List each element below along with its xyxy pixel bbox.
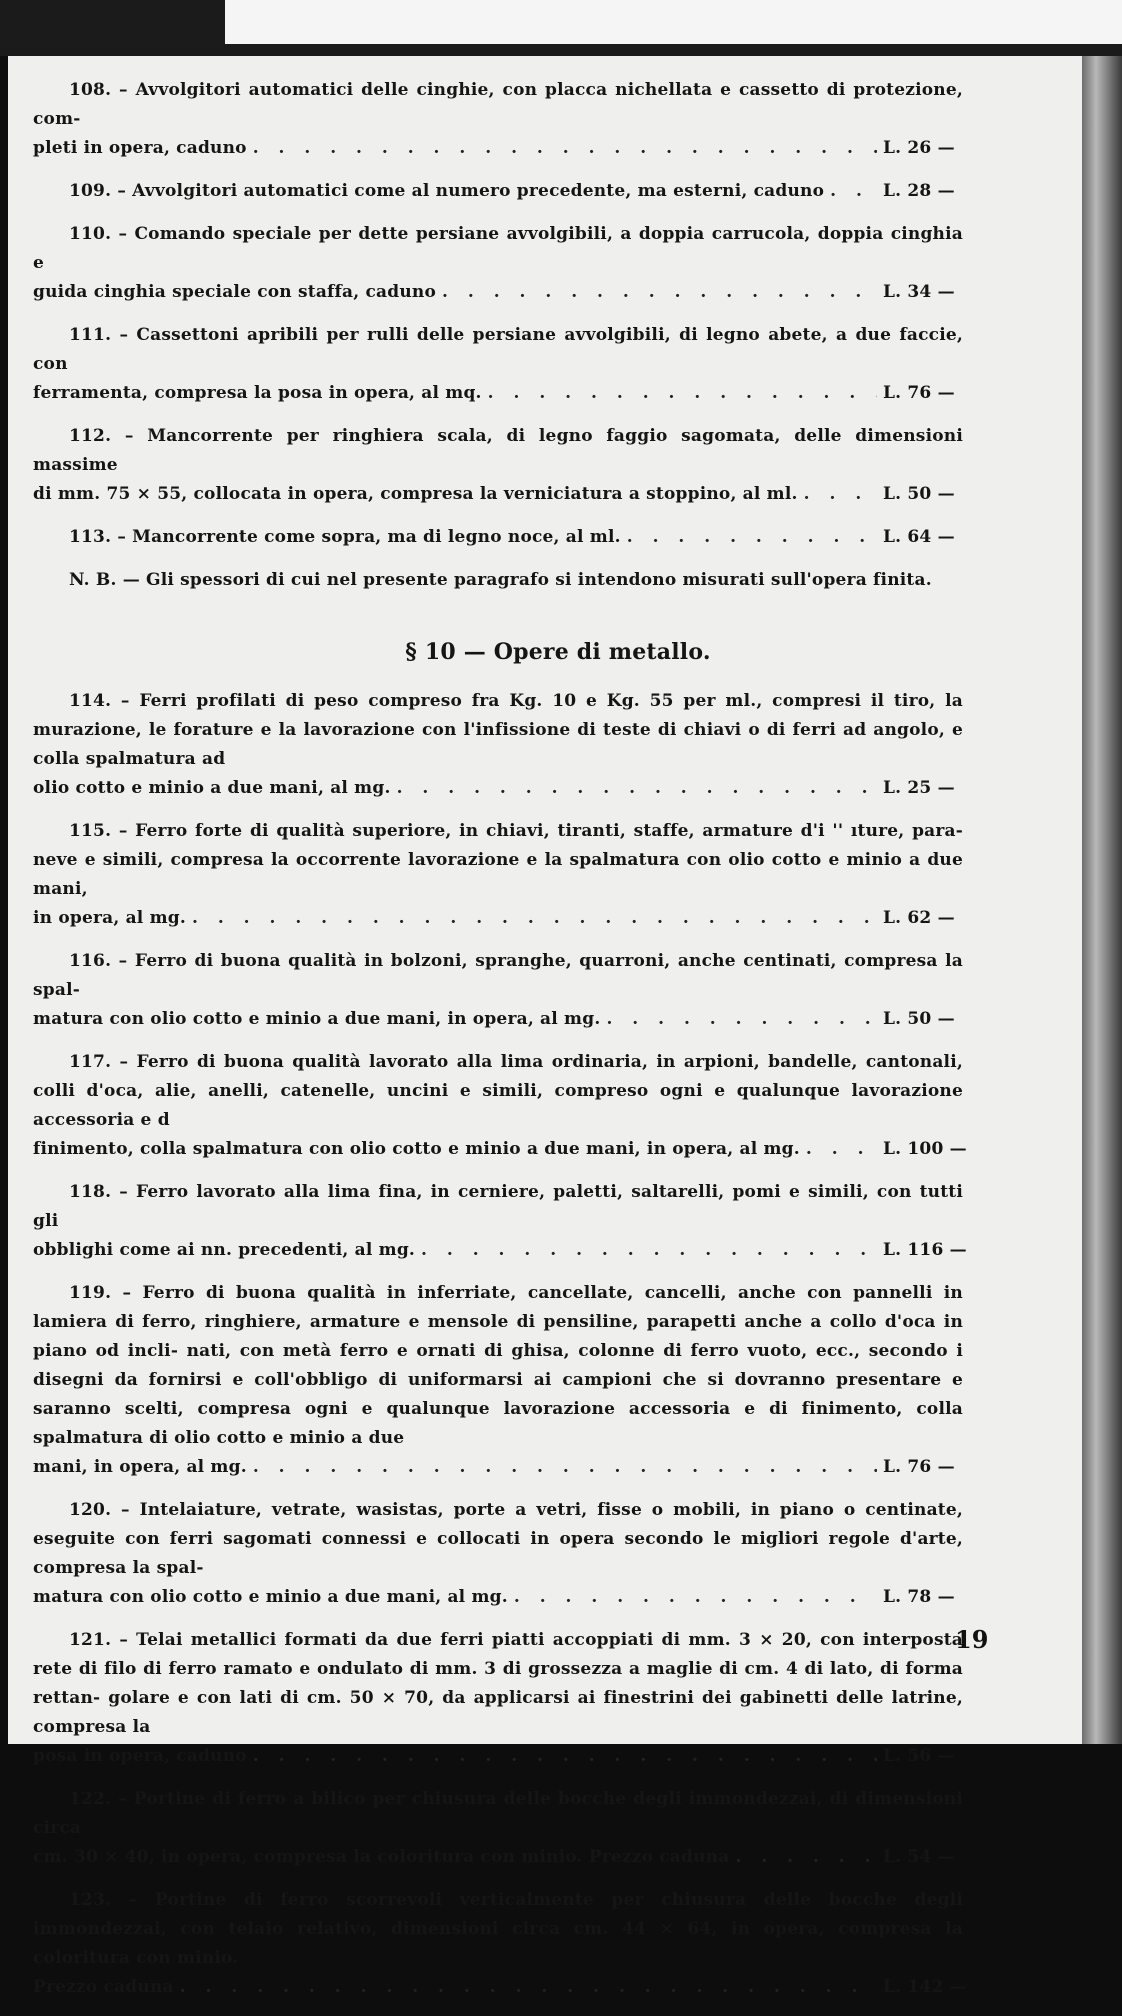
item-price: L. 76 — xyxy=(883,1457,955,1477)
dot-leader xyxy=(830,177,877,206)
item-description: 108. – Avvolgitori automatici delle cinghie, con placca nichellata e cassetto di protezione, com- xyxy=(33,80,963,129)
item-description: 122. – Portine di ferro a bilico per chiusura delle bocche degli immondezzai, di dimensioni circa xyxy=(33,1789,963,1838)
dot-leader xyxy=(735,1843,877,1872)
item-price: L. 54 — xyxy=(883,1847,955,1867)
item-price-line xyxy=(33,134,963,163)
item-price: L. 142 — xyxy=(883,1977,967,1997)
item-price-line xyxy=(33,904,963,933)
item-price: L. 56 — xyxy=(883,1746,955,1766)
item-price-line xyxy=(33,177,963,206)
item-last-line: Prezzo caduna xyxy=(33,1977,174,1997)
item-last-line: 113. – Mancorrente come sopra, ma di legno noce, al ml. xyxy=(69,527,621,547)
items-group-wood xyxy=(33,76,963,552)
price-item xyxy=(33,687,963,803)
item-last-line: posa in opera, caduno xyxy=(33,1746,247,1766)
price-item xyxy=(33,76,963,163)
item-description: 119. – Ferro di buona qualità in inferriate, cancellate, cancelli, anche con pannelli in lamiera di ferro, ringhiere, armature e mensole di pensiline, parapetti anche a collo d'oca in piano od incli- nati, con metà ferro e ornati di ghisa, colonne di ferro vuoto, ecc., secondo i disegni da fornirsi e coll'obbligo di uniformarsi ai campioni che si dovranno presentare e saranno scelti, compresa ogni e qualunque lavorazione accessoria e di finimento, colla spalmatura di olio cotto e minio a due xyxy=(33,1283,963,1448)
price-item xyxy=(33,220,963,307)
item-price-line xyxy=(33,480,963,509)
nota-bene: N. B. — Gli spessori di cui nel presente paragrafo si intendono misurati sull'opera finita. xyxy=(69,570,932,590)
item-description: 111. – Cassettoni apribili per rulli delle persiane avvolgibili, di legno abete, a due faccie, con xyxy=(33,325,963,374)
price-item xyxy=(33,321,963,408)
dot-leader xyxy=(397,774,877,803)
item-price-line xyxy=(33,1973,967,2002)
price-item xyxy=(33,1048,967,1164)
item-price-line xyxy=(33,1742,963,1771)
item-price: L. 26 — xyxy=(883,138,955,158)
dot-leader xyxy=(253,1453,877,1482)
item-price: L. 62 — xyxy=(883,908,955,928)
item-description: 110. – Comando speciale per dette persiane avvolgibili, a doppia carrucola, doppia cinghia e xyxy=(33,224,963,273)
item-price: L. 28 — xyxy=(883,181,955,201)
item-price-line xyxy=(33,1583,963,1612)
dot-leader xyxy=(253,134,877,163)
item-price-line xyxy=(33,1236,967,1265)
item-last-line: obblighi come ai nn. precedenti, al mg. xyxy=(33,1240,416,1260)
price-item xyxy=(33,177,963,206)
price-list xyxy=(33,76,967,2016)
item-description: 120. – Intelaiature, vetrate, wasistas, porte a vetri, fisse o mobili, in piano o centinate, eseguite con ferri sagomati connessi e collocati in opera secondo le migliori regole d'arte, compresa la spal- xyxy=(33,1500,963,1578)
item-last-line: 109. – Avvolgitori automatici come al numero precedente, ma esterni, caduno xyxy=(69,181,825,201)
dot-leader xyxy=(180,1973,877,2002)
item-last-line: di mm. 75 × 55, collocata in opera, compresa la verniciatura a stoppino, al ml. xyxy=(33,484,798,504)
price-item xyxy=(33,1886,967,2002)
dot-leader xyxy=(442,278,877,307)
item-description: 112. – Mancorrente per ringhiera scala, di legno faggio sagomata, delle dimensioni massime xyxy=(33,426,963,475)
item-price: L. 116 — xyxy=(883,1240,967,1260)
dot-leader xyxy=(421,1236,877,1265)
price-item xyxy=(33,1178,967,1265)
item-last-line: matura con olio cotto e minio a due mani, in opera, al mg. xyxy=(33,1009,601,1029)
item-last-line: ferramenta, compresa la posa in opera, al mq. xyxy=(33,383,482,403)
item-price: L. 64 — xyxy=(883,527,955,547)
item-description: 115. – Ferro forte di qualità superiore, in chiavi, tiranti, staffe, armature d'i '' ıture, para- neve e simili, compresa la occorrente lavorazione e la spalmatura con olio cotto e minio a due mani, xyxy=(33,821,963,899)
item-last-line: in opera, al mg. xyxy=(33,908,186,928)
item-description: 123. – Portine di ferro scorrevoli verticalmente per chiusura delle bocche degli immondezzai, con telaio relativo, dimensioni circa cm. 44 × 64, in opera, compresa la coloritura con minio. xyxy=(33,1890,963,1968)
page-number: 19 xyxy=(955,1625,989,1654)
dot-leader xyxy=(606,1005,877,1034)
price-item xyxy=(33,523,963,552)
item-price-line xyxy=(33,774,963,803)
item-price: L. 76 — xyxy=(883,383,955,403)
section-title: § 10 — Opere di metallo. xyxy=(405,639,711,665)
dot-leader xyxy=(253,1742,877,1771)
item-last-line: olio cotto e minio a due mani, al mg. xyxy=(33,778,391,798)
item-description: 118. – Ferro lavorato alla lima fina, in cerniere, paletti, saltarelli, pomi e simili, con tutti gli xyxy=(33,1182,963,1231)
dot-leader xyxy=(192,904,877,933)
item-description: 117. – Ferro di buona qualità lavorato alla lima ordinaria, in arpioni, bandelle, cantonali, colli d'oca, alie, anelli, catenelle, uncini e simili, compreso ogni e qualunque lavorazione accessoria e d xyxy=(33,1052,963,1130)
items-group-metal xyxy=(33,687,967,2002)
price-item xyxy=(33,947,963,1034)
item-description: 121. – Telai metallici formati da due ferri piatti accoppiati di mm. 3 × 20, con interposta rete di filo di ferro ramato e ondulato di mm. 3 di grossezza a maglie di cm. 4 di lato, di forma rettan- golare e con lati di cm. 50 × 70, da applicarsi ai finestrini dei gabinetti delle latrine, compresa la xyxy=(33,1630,963,1737)
item-last-line: guida cinghia speciale con staffa, caduno xyxy=(33,282,437,302)
item-price-line xyxy=(33,1843,963,1872)
dot-leader xyxy=(806,1135,877,1164)
item-description: 114. – Ferri profilati di peso compreso fra Kg. 10 e Kg. 55 per ml., compresi il tiro, la murazione, le forature e la lavorazione con l'infissione di teste di chiavi o di ferri ad angolo, e colla spalmatura ad xyxy=(33,691,963,769)
item-price-line xyxy=(33,1453,963,1482)
price-item xyxy=(33,1496,963,1612)
item-price: L. 25 — xyxy=(883,778,955,798)
item-price-line xyxy=(33,1135,967,1164)
price-item xyxy=(33,1785,963,1872)
price-item xyxy=(33,1626,963,1771)
dot-leader xyxy=(627,523,877,552)
item-price: L. 50 — xyxy=(883,484,955,504)
item-price: L. 34 — xyxy=(883,282,955,302)
dot-leader xyxy=(514,1583,877,1612)
price-item xyxy=(33,422,963,509)
section-heading xyxy=(33,635,963,669)
item-last-line: finimento, colla spalmatura con olio cotto e minio a due mani, in opera, al mg. xyxy=(33,1139,800,1159)
item-price: L. 78 — xyxy=(883,1587,955,1607)
dot-leader xyxy=(488,379,877,408)
item-last-line: matura con olio cotto e minio a due mani, al mg. xyxy=(33,1587,508,1607)
item-price-line xyxy=(33,523,963,552)
item-price-line xyxy=(33,278,963,307)
item-price-line xyxy=(33,1005,963,1034)
item-description: 116. – Ferro di buona qualità in bolzoni, spranghe, quarroni, anche centinati, compresa la spal- xyxy=(33,951,963,1000)
price-item xyxy=(33,1279,963,1482)
dot-leader xyxy=(804,480,877,509)
item-price: L. 50 — xyxy=(883,1009,955,1029)
item-price-line xyxy=(33,379,963,408)
scan-top-band xyxy=(0,0,1122,56)
price-item xyxy=(33,817,963,933)
scan-right-edge xyxy=(1082,56,1122,1744)
scan-dark-block xyxy=(0,0,225,48)
item-price: L. 100 — xyxy=(883,1139,967,1159)
item-last-line: cm. 30 × 40, in opera, compresa la coloritura con minio. Prezzo caduna xyxy=(33,1847,730,1867)
item-last-line: mani, in opera, al mg. xyxy=(33,1457,247,1477)
item-last-line: pleti in opera, caduno xyxy=(33,138,247,158)
